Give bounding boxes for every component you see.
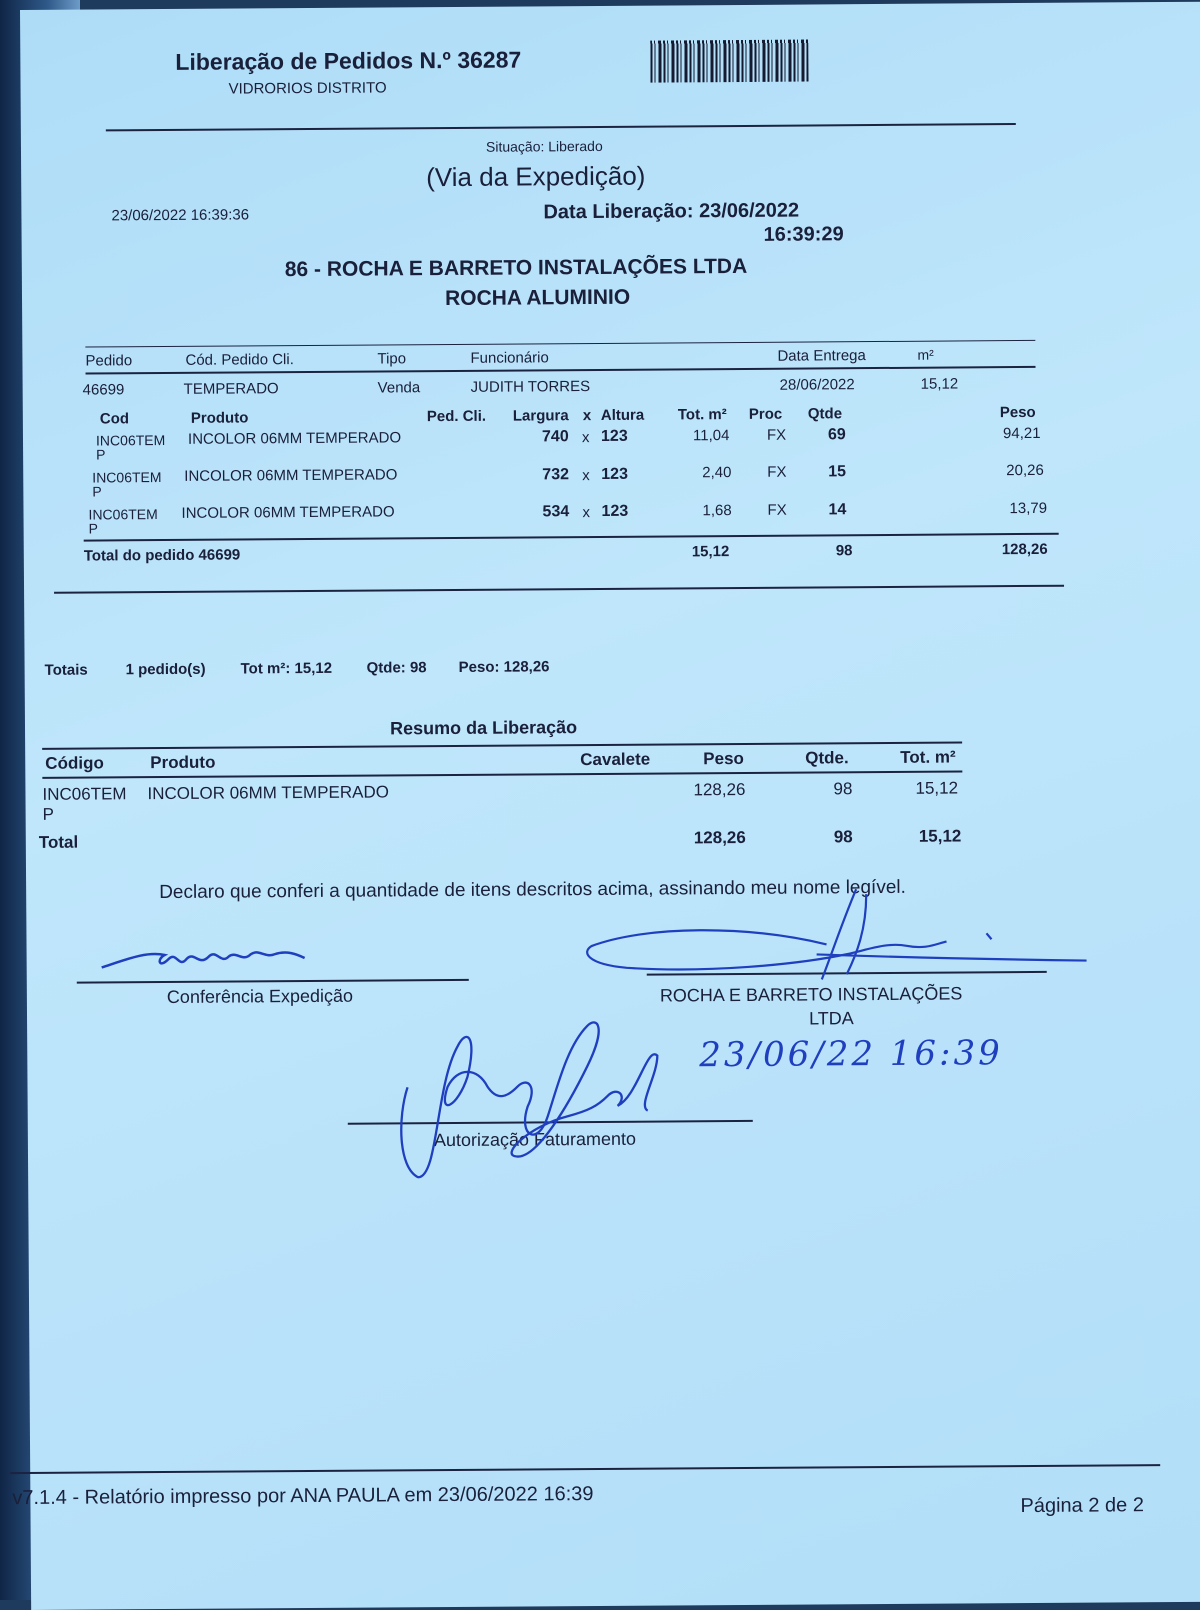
signature-label-client: ROCHA E BARRETO INSTALAÇÕES [659,983,963,1006]
summary-col-tot-m2: Tot. m² [900,747,956,767]
divider [54,585,1064,594]
summary-codigo-suffix: P [42,804,55,824]
order-total-peso: 128,26 [1001,540,1048,559]
summary-col-produto: Produto [150,752,216,773]
footer-printed-by: v7.1.4 - Relatório impresso por ANA PAULA em 23/06/2022 16:39 [12,1483,594,1510]
order-total-label: Total do pedido 46699 [83,546,241,565]
item-peso: 20,26 [1006,461,1044,480]
handwritten-date: 23/06/22 16:39 [699,1033,1003,1076]
item-peso: 94,21 [1002,424,1041,443]
item-produto: INCOLOR 06MM TEMPERADO [184,466,398,485]
col-funcionario: Funcionário [470,349,549,367]
item-proc: FX [766,426,787,444]
summary-title: Resumo da Liberação [389,717,578,739]
order-total-qtde: 98 [835,542,853,560]
copy-type: (Via da Expedição) [426,160,646,193]
summary-total-peso: 128,26 [693,827,746,848]
divider [85,340,1035,348]
barcode-icon [650,39,808,82]
item-tot-m2: 1,68 [702,502,732,520]
item-cod-suffix: P [88,520,99,537]
summary-col-peso: Peso [703,748,744,769]
signature-line [77,979,469,984]
signature-expedicao-icon [86,928,326,980]
item-cod-suffix: P [92,483,102,500]
company-name: VIDRORIOS DISTRITO [228,79,387,98]
summary-total-label: Total [38,832,79,852]
client-alias: ROCHA ALUMINIO [444,285,631,311]
col-tipo: Tipo [377,350,407,368]
col-largura: Largura [512,407,569,425]
signature-faturamento-icon [377,1005,678,1187]
summary-col-cavalete: Cavalete [580,749,651,770]
divider [84,533,1059,542]
item-proc: FX [767,463,787,481]
status-text: Situação: Liberado [485,137,603,155]
release-time: 16:39:29 [763,223,844,246]
signature-label-expedicao: Conferência Expedição [166,985,354,1007]
col-m2: m² [917,346,934,363]
item-tot-m2: 2,40 [702,464,732,482]
totals-peso: Peso: 128,26 [458,658,550,676]
release-date: Data Liberação: 23/06/2022 [543,199,800,224]
item-altura: 123 [601,465,629,483]
order-employee: JUDITH TORRES [470,378,591,396]
item-largura: 732 [542,466,570,484]
item-peso: 13,79 [1009,499,1048,518]
printed-timestamp: 23/06/2022 16:39:36 [111,206,250,225]
col-proc: Proc [748,405,783,423]
item-largura: 740 [541,428,569,446]
signature-client-icon [566,883,1087,997]
document-sheet [12,2,1200,1610]
summary-peso: 128,26 [693,779,746,800]
item-produto: INCOLOR 06MM TEMPERADO [187,429,402,448]
divider [106,123,1016,131]
document-title: Liberação de Pedidos N.º 36287 [175,46,522,75]
item-qtde: 14 [828,501,847,519]
order-m2: 15,12 [920,375,959,393]
item-cod: INC06TEM [88,506,158,523]
col-ped-cli: Ped. Cli. [426,407,487,426]
col-tot-m2: Tot. m² [677,406,727,424]
declaration-text: Declaro que conferi a quantidade de itens descritos acima, assinando meu nome legível. [159,876,906,904]
order-client-code: TEMPERADO [183,380,279,398]
totals-pedidos: 1 pedido(s) [125,660,206,679]
summary-col-codigo: Código [45,753,104,773]
item-altura: 123 [601,502,629,520]
signature-label-client-ltda: LTDA [808,1008,854,1029]
item-proc: FX [767,501,787,519]
item-cod: INC06TEM [92,469,162,486]
col-pedido: Pedido [85,352,133,370]
col-peso: Peso [999,403,1036,422]
summary-col-qtde: Qtde. [805,748,849,768]
item-altura: 123 [600,427,628,445]
summary-total-qtde: 98 [833,827,853,847]
footer-divider [10,1464,1160,1474]
summary-tot: 15,12 [915,778,959,798]
totals-m2: Tot m²: 15,12 [240,659,333,678]
col-cod-pedido-cli: Cód. Pedido Cli. [185,351,294,369]
col-qtde: Qtde [807,405,843,423]
totals-label: Totais [44,661,88,679]
item-qtde: 15 [828,463,847,481]
summary-qtde: 98 [833,779,853,799]
col-altura: Altura [600,406,645,424]
summary-produto: INCOLOR 06MM TEMPERADO [147,782,390,804]
item-cod-suffix: P [96,446,106,463]
order-total-m2: 15,12 [691,543,730,561]
item-produto: INCOLOR 06MM TEMPERADO [181,503,395,522]
col-produto: Produto [190,409,249,427]
item-x: x [582,467,590,485]
item-tot-m2: 11,04 [692,427,730,445]
col-cod: Cod [99,410,130,428]
order-number: 46699 [82,381,125,399]
col-data-entrega: Data Entrega [777,347,866,365]
summary-codigo: INC06TEM [42,784,127,804]
item-x: x [582,504,591,522]
item-qtde: 69 [827,426,846,444]
item-largura: 534 [542,503,570,521]
item-x: x [581,429,590,447]
summary-total-tot: 15,12 [918,826,962,846]
order-delivery-date: 28/06/2022 [779,376,855,394]
col-x: x [582,407,592,425]
order-type: Venda [377,379,421,397]
page-number: Página 2 de 2 [1020,1494,1144,1518]
item-cod: INC06TEM [95,431,166,449]
signature-label-faturamento: Autorização Faturamento [433,1128,637,1151]
client-name: 86 - ROCHA E BARRETO INSTALAÇÕES LTDA [284,254,748,282]
totals-qtde: Qtde: 98 [366,659,427,677]
